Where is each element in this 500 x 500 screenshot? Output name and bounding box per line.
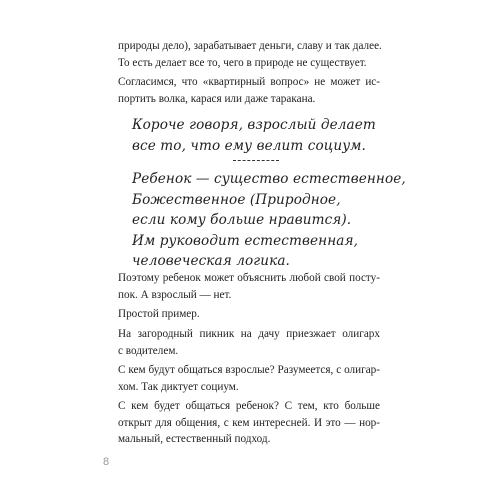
text-line: С кем будут общаться взрослые? Разумеется, с олигар- bbox=[118, 364, 380, 376]
text-line: с водителем. bbox=[118, 344, 179, 357]
handwritten-line: если кому больше нравится). bbox=[132, 212, 352, 228]
paragraph-1 bbox=[118, 38, 380, 71]
text-line: пок. А взрослый — нет. bbox=[118, 288, 232, 301]
text-line: Согласимся, что «квартирный вопрос» не может ис- bbox=[118, 76, 380, 88]
text-line: хом. Так диктует социум. bbox=[118, 380, 239, 393]
text-line: мальный, естественный подход. bbox=[118, 433, 271, 445]
handwritten-line: Им руководит естественная, bbox=[132, 232, 359, 249]
text-line: Простой пример. bbox=[118, 308, 200, 320]
text-line: открыт для общения, с кем интересней. И это — нор- bbox=[118, 416, 380, 429]
dashed-divider bbox=[233, 160, 279, 161]
paragraph-3 bbox=[118, 270, 380, 303]
text-line: природы дело), зарабатывает деньги, славу и так далее. bbox=[118, 40, 382, 52]
paragraph-2 bbox=[118, 74, 380, 107]
text-line: То есть делает все то, чего в природе не существует. bbox=[118, 56, 367, 69]
handwritten-line: все то, что ему велит социум. bbox=[132, 137, 366, 154]
handwritten-quote-2 bbox=[132, 169, 406, 272]
handwritten-line: Короче говоря, взрослый делает bbox=[132, 117, 376, 133]
paragraph-7 bbox=[118, 398, 380, 448]
paragraph-6 bbox=[118, 362, 380, 395]
text-line: портить волка, карася или даже таракана. bbox=[118, 92, 316, 105]
page-number: 8 bbox=[103, 456, 110, 468]
handwritten-line: человеческая логика. bbox=[132, 253, 290, 269]
text-line: С кем будет общаться ребенок? С тем, кто больше bbox=[118, 400, 380, 412]
handwritten-line: Ребенок — существо естественное, bbox=[132, 171, 406, 187]
handwritten-line: Божественное (Природное, bbox=[132, 191, 341, 208]
paragraph-4 bbox=[118, 306, 380, 323]
handwritten-quote-1 bbox=[132, 115, 382, 156]
text-line: Поэтому ребенок может объяснить любой свой посту- bbox=[118, 272, 380, 284]
paragraph-5 bbox=[118, 326, 380, 359]
text-line: На загородный пикник на дачу приезжает олигарх bbox=[118, 328, 380, 340]
